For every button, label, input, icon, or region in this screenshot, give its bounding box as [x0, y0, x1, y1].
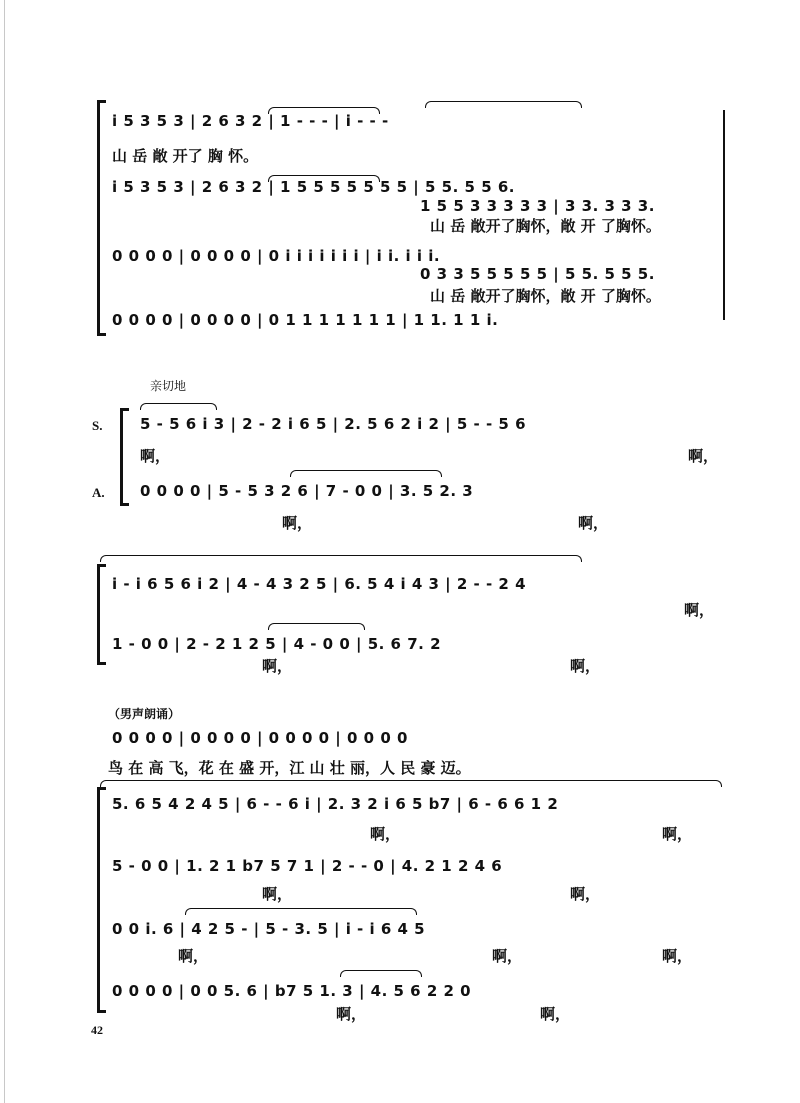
recitation-label: （男声朗诵） — [108, 707, 181, 721]
page-number: 42 — [91, 1023, 103, 1037]
system-1-brace — [97, 103, 100, 333]
s4-tie-3 — [340, 970, 422, 977]
s4-recit-notes: 0 0 0 0 | 0 0 0 0 | 0 0 0 0 | 0 0 0 0 — [112, 729, 408, 747]
s4-row1-lyric-1: 啊， — [370, 825, 401, 843]
s4-tie-1 — [100, 780, 722, 787]
s4-recit-lyric: 鸟 在 高 飞，花 在 盛 开，江 山 壮 丽，人 民 豪 迈。 — [108, 759, 471, 777]
s1-row3b-notes: 0 3 3 5 5 5 5 5 | 5 5. 5 5 5. — [420, 265, 655, 283]
label-alto: A. — [92, 485, 105, 500]
s2-soprano-notes: 5 - 5 6 i 3 | 2 - 2 i 6 5 | 2. 5 6 2 i 2 | 5 - - 5 6 — [140, 415, 527, 433]
s4-row3-lyric-1: 啊， — [178, 947, 209, 965]
system-2 — [0, 375, 800, 532]
expression-marking: 亲切地 — [150, 379, 187, 393]
system-1 — [0, 95, 800, 340]
s4-row1-notes: 5. 6 5 4 2 4 5 | 6 - - 6 i | 2. 3 2 i 6 5 b7 | 6 - 6 6 1 2 — [112, 795, 559, 813]
s2-soprano-lyric-1: 啊， — [140, 447, 171, 465]
s1-row3-notes: 0 0 0 0 | 0 0 0 0 | 0 i i i i i i i | i i. i i i. — [112, 247, 441, 265]
s4-tie-2 — [185, 908, 417, 915]
s4-row2-lyric-2: 啊， — [570, 885, 601, 903]
s2-tie-1 — [140, 403, 217, 410]
s4-row4-notes: 0 0 0 0 | 0 0 5. 6 | b7 5 1. 3 | 4. 5 6 2 2 0 — [112, 982, 472, 1000]
s4-row3-lyric-2: 啊， — [492, 947, 523, 965]
s2-alto-lyric-2: 啊， — [578, 514, 609, 532]
system-4 — [0, 705, 800, 1025]
label-soprano: S. — [92, 418, 103, 433]
s3-soprano-lyric: 啊， — [684, 601, 715, 619]
s4-row2-lyric-1: 啊， — [262, 885, 293, 903]
s1-tie-3 — [268, 175, 380, 182]
s3-alto-lyric-2: 啊， — [570, 657, 601, 675]
system-2-brace — [120, 411, 123, 503]
s4-row4-lyric-2: 啊， — [540, 1005, 571, 1023]
s1-end-bar — [723, 110, 725, 320]
s1-tie-2 — [425, 101, 582, 108]
s1-row1-lyric: 山 岳 敞 开了 胸 怀。 — [112, 147, 259, 165]
s4-row1-lyric-2: 啊， — [662, 825, 693, 843]
s1-tie-1 — [268, 107, 380, 114]
s3-soprano-notes: i - i 6 5 6 i 2 | 4 - 4 3 2 5 | 6. 5 4 i 4 3 | 2 - - 2 4 — [112, 575, 527, 593]
s1-row4-notes: 0 0 0 0 | 0 0 0 0 | 0 1 1 1 1 1 1 1 | 1 1. 1 1 i. — [112, 311, 499, 329]
system-4-brace — [97, 790, 100, 1010]
s4-row3-lyric-3: 啊， — [662, 947, 693, 965]
s1-row2-lyric: 山 岳 敞开了胸怀，敞 开 了胸怀。 — [430, 217, 661, 235]
s4-row4-lyric-1: 啊， — [336, 1005, 367, 1023]
s3-alto-lyric-1: 啊， — [262, 657, 293, 675]
system-3 — [0, 555, 800, 675]
s1-row1-notes: i 5 3 5 3 | 2 6 3 2 | 1 - - - | i - - - — [112, 112, 389, 130]
s3-alto-notes: 1 - 0 0 | 2 - 2 1 2 5 | 4 - 0 0 | 5. 6 7. 2 — [112, 635, 442, 653]
s1-row2b-notes: 1 5 5 3 3 3 3 3 | 3 3. 3 3 3. — [420, 197, 655, 215]
s1-row2-notes: i 5 3 5 3 | 2 6 3 2 | 1 5 5 5 5 5 5 5 | 5 5. 5 5 6. — [112, 178, 515, 196]
s2-alto-lyric-1: 啊， — [282, 514, 313, 532]
s1-row3-lyric: 山 岳 敞开了胸怀，敞 开 了胸怀。 — [430, 287, 661, 305]
s2-tie-2 — [290, 470, 442, 477]
s2-alto-notes: 0 0 0 0 | 5 - 5 3 2 6 | 7 - 0 0 | 3. 5 2. 3 — [140, 482, 474, 500]
s2-soprano-lyric-2: 啊， — [688, 447, 719, 465]
s4-row2-notes: 5 - 0 0 | 1. 2 1 b7 5 7 1 | 2 - - 0 | 4. 2 1 2 4 6 — [112, 857, 503, 875]
system-3-brace — [97, 567, 100, 662]
s3-tie-1 — [100, 555, 582, 562]
s4-row3-notes: 0 0 i. 6 | 4 2 5 - | 5 - 3. 5 | i - i 6 4 5 — [112, 920, 426, 938]
s3-tie-2 — [268, 623, 365, 630]
